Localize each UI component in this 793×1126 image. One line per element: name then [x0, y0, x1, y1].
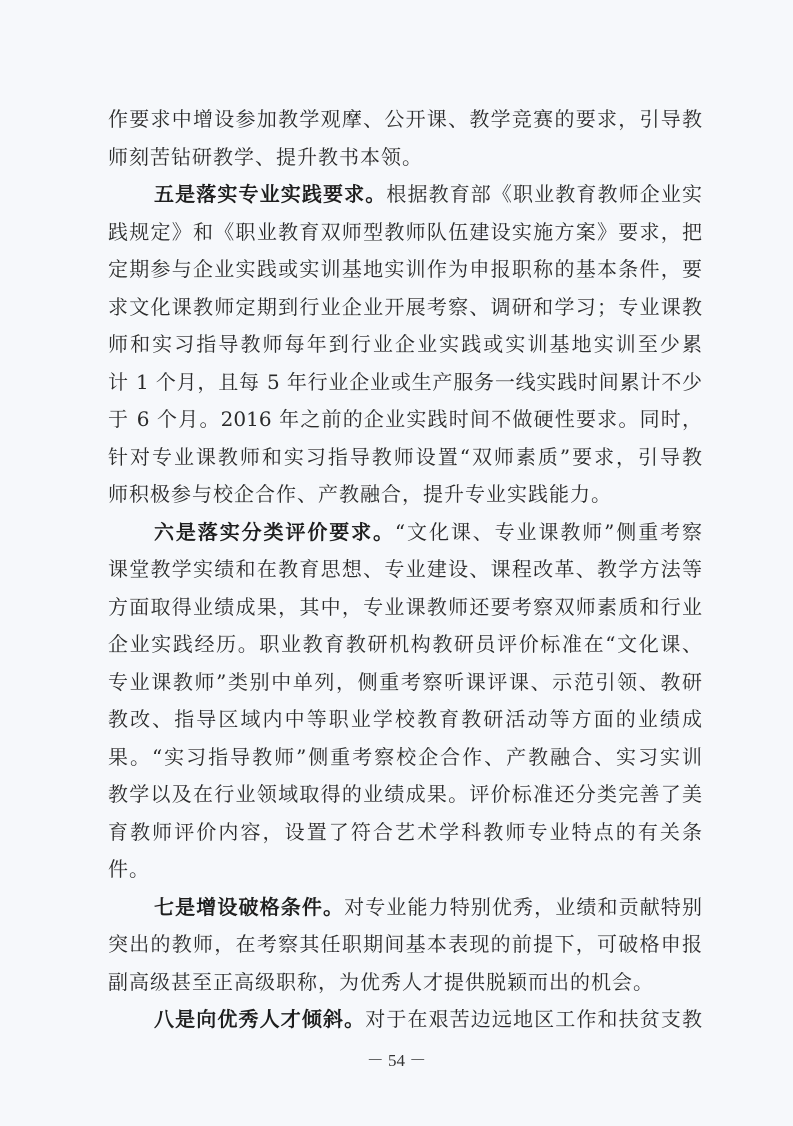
page-number: － 54 － [366, 1051, 427, 1070]
line-text: 对于在艰苦边远地区工作和扶贫支教 [365, 1007, 703, 1031]
text-line [108, 439, 702, 477]
text-line [108, 401, 702, 439]
text-line [108, 551, 702, 589]
text-line [108, 251, 702, 289]
line-text: 教改、指导区域内中等职业学校教育教研活动等方面的业绩成 [108, 707, 702, 731]
text-line [108, 664, 702, 702]
line-text: 果。“实习指导教师”侧重考察校企合作、产教融合、实习实训 [108, 744, 702, 769]
line-text: 对专业能力特别优秀，业绩和贡献特别 [344, 894, 703, 919]
text-line [108, 101, 702, 139]
line-text: 教学以及在行业领域取得的业绩成果。评价标准还分类完善了美 [108, 782, 702, 806]
line-text: 师积极参与校企合作、产教融合，提升专业实践能力。 [108, 482, 612, 506]
text-line [108, 926, 702, 964]
line-text: 突出的教师，在考察其任职期间基本表现的前提下，可破格申报 [108, 932, 702, 956]
paragraph-lead: 七是增设破格条件。 [154, 894, 345, 919]
line-text: 师和实习指导教师每年到行业企业实践或实训基地实训至少累 [108, 332, 702, 356]
text-line [108, 289, 702, 327]
text-line [108, 476, 702, 514]
line-text: 根据教育部《职业教育教师企业实 [386, 182, 703, 206]
text-line [108, 139, 702, 177]
paragraph-lead: 八是向优秀人才倾斜。 [154, 1007, 366, 1031]
line-text: 育教师评价内容，设置了符合艺术学科教师专业特点的有关条 [108, 819, 702, 844]
text-line [108, 326, 702, 364]
line-text: 于 6 个月。2016 年之前的企业实践时间不做硬性要求。同时， [108, 407, 702, 431]
text-line [108, 776, 702, 814]
line-text: 作要求中增设参加教学观摩、公开课、教学竞赛的要求，引导教 [108, 107, 702, 131]
text-line [108, 701, 702, 739]
line-text: 师刻苦钻研教学、提升教书本领。 [108, 144, 423, 169]
paragraph-lead: 五是落实专业实践要求。 [154, 182, 387, 206]
text-line [108, 589, 702, 627]
text-line [108, 739, 702, 777]
line-text: 副高级甚至正高级职称，为优秀人才提供脱颖而出的机会。 [108, 969, 654, 994]
line-text: 企业实践经历。职业教育教研机构教研员评价标准在“文化课、 [108, 632, 702, 656]
text-line [108, 851, 702, 889]
line-text: 求文化课教师定期到行业企业开展考察、调研和学习；专业课教 [108, 294, 702, 319]
paragraph-first-line [154, 514, 702, 552]
line-text: “文化课、专业课教师”侧重考察 [394, 519, 702, 544]
line-text: 专业课教师”类别中单列，侧重考察听课评课、示范引领、教研 [108, 669, 702, 694]
line-text: 方面取得业绩成果，其中，专业课教师还要考察双师素质和行业 [108, 594, 702, 619]
paragraph-lead: 六是落实分类评价要求。 [154, 519, 395, 544]
paragraph-first-line [154, 889, 702, 927]
line-text: 计 1 个月，且每 5 年行业企业或生产服务一线实践时间累计不少 [108, 369, 702, 394]
text-line [108, 814, 702, 852]
line-text: 践规定》和《职业教育双师型教师队伍建设实施方案》要求，把 [108, 219, 702, 244]
line-text: 针对专业课教师和实习指导教师设置“双师素质”要求，引导教 [108, 444, 702, 469]
text-line [108, 214, 702, 252]
line-text: 定期参与企业实践或实训基地实训作为申报职称的基本条件，要 [108, 257, 702, 281]
line-text: 课堂教学实绩和在教育思想、专业建设、课程改革、教学方法等 [108, 557, 702, 581]
text-line [108, 364, 702, 402]
line-text: 件。 [108, 857, 150, 881]
text-line [108, 964, 702, 1002]
paragraph-first-line [154, 176, 702, 214]
text-line [108, 626, 702, 664]
paragraph-first-line [154, 1001, 702, 1039]
